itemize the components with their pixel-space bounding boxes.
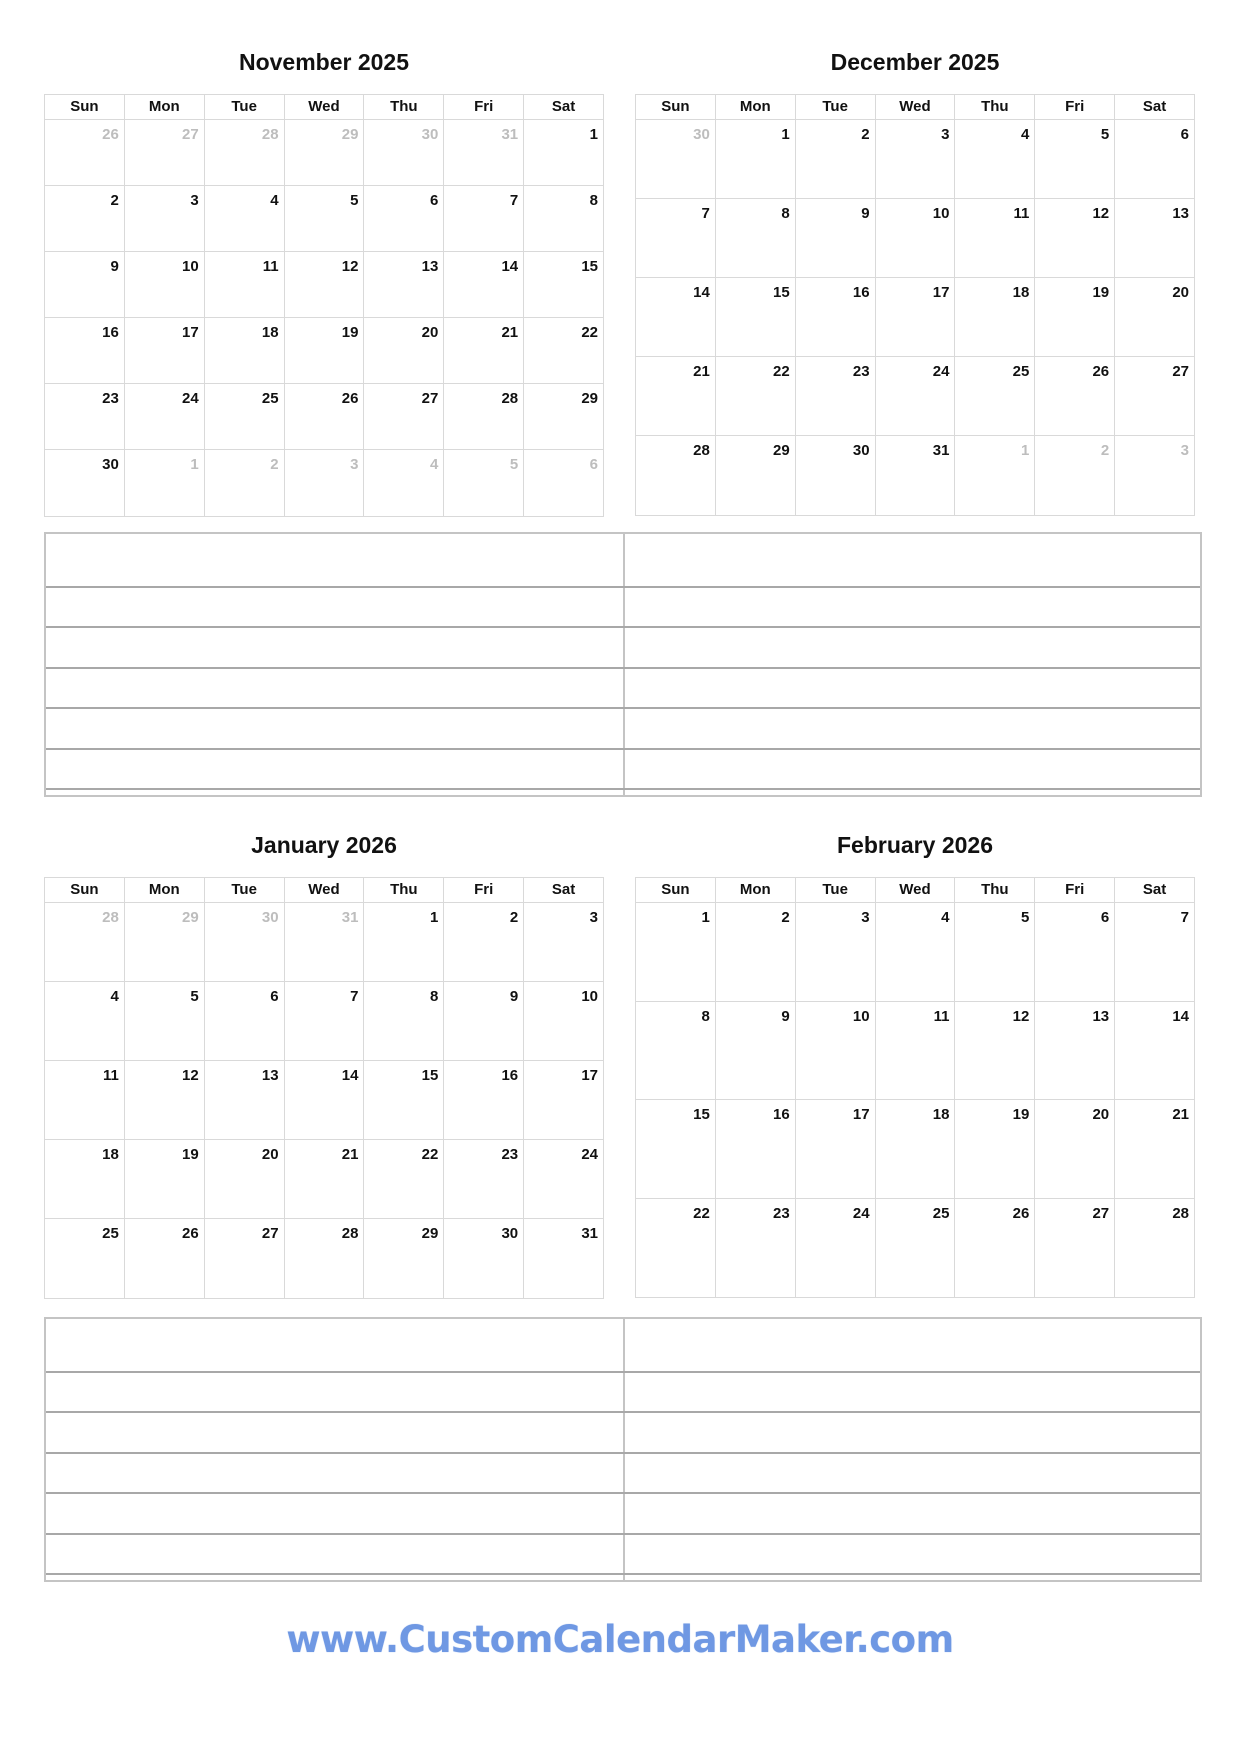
weekday-label: Mon	[125, 878, 205, 902]
day-cell: 21	[1172, 1106, 1190, 1123]
day-cell: 27	[1172, 363, 1190, 380]
day-cell: 28	[285, 1219, 365, 1298]
day-cell: 21	[444, 318, 524, 383]
weekday-label: Wed	[285, 95, 365, 119]
week-row	[636, 1100, 1194, 1199]
day-cell: 30	[796, 436, 876, 515]
day-cell: 3	[876, 120, 956, 198]
day-cell: 5	[285, 186, 365, 251]
day-cell: 18	[45, 1140, 125, 1218]
day-cell: 30	[45, 450, 125, 516]
notes-line	[46, 707, 1200, 709]
week-row	[45, 186, 603, 252]
month-december-2025	[635, 40, 1195, 514]
notes-line	[46, 748, 1200, 750]
day-cell: 22	[636, 1199, 716, 1298]
day-cell: 2	[796, 120, 876, 198]
day-cell: 30	[444, 1219, 524, 1298]
day-cell: 13	[1035, 1002, 1115, 1100]
day-cell: 31	[581, 1225, 599, 1242]
weekday-label: Tue	[205, 95, 285, 119]
day-cell: 3	[796, 903, 876, 1001]
week-row	[45, 1219, 603, 1298]
day-cell: 17	[125, 318, 205, 383]
week-row	[45, 384, 603, 450]
day-cell: 28	[1172, 1204, 1190, 1222]
day-cell: 3	[589, 909, 599, 926]
notes-line	[46, 1452, 1200, 1454]
day-cell: 4	[876, 903, 956, 1001]
day-cell: 1	[589, 126, 599, 143]
day-cell: 17	[581, 1067, 599, 1084]
notes-line	[46, 1573, 1200, 1575]
day-cell: 25	[45, 1219, 125, 1298]
day-cell: 6	[1180, 126, 1190, 143]
notes-line	[46, 667, 1200, 669]
week-row	[45, 252, 603, 318]
day-cell: 17	[796, 1100, 876, 1198]
day-cell: 11	[876, 1002, 956, 1100]
day-cell-other-month: 30	[364, 120, 444, 185]
notes-line	[46, 1371, 1200, 1373]
week-row	[45, 450, 603, 516]
notes-line	[46, 1411, 1200, 1413]
day-cell-other-month: 2	[1035, 436, 1115, 515]
day-cell: 4	[45, 982, 125, 1060]
day-cell: 17	[876, 278, 956, 356]
month-title: November 2025	[238, 49, 410, 75]
day-cell: 15	[581, 258, 599, 275]
day-cell: 21	[285, 1140, 365, 1218]
notes-line	[46, 626, 1200, 628]
day-cell-other-month: 1	[955, 436, 1035, 515]
weekday-label: Tue	[796, 878, 876, 902]
day-cell: 24	[796, 1199, 876, 1298]
weekday-label: Sat	[1142, 98, 1167, 115]
weekday-label: Sun	[636, 95, 716, 119]
day-cell: 29	[716, 436, 796, 515]
day-cell: 22	[716, 357, 796, 435]
weekday-label: Fri	[444, 95, 524, 119]
weekday-label: Wed	[876, 878, 956, 902]
day-cell: 14	[1172, 1007, 1190, 1025]
weekday-label: Sat	[1142, 881, 1167, 898]
day-cell-other-month: 5	[444, 450, 524, 516]
day-cell: 9	[45, 252, 125, 317]
day-cell: 5	[125, 982, 205, 1060]
weekday-label: Wed	[876, 95, 956, 119]
weekday-header	[45, 878, 603, 903]
week-row	[45, 903, 603, 982]
day-cell: 26	[125, 1219, 205, 1298]
day-cell: 11	[205, 252, 285, 317]
day-cell: 1	[636, 903, 716, 1001]
day-cell: 25	[876, 1199, 956, 1298]
weekday-label: Mon	[125, 95, 205, 119]
day-cell: 16	[45, 318, 125, 383]
day-cell: 10	[581, 988, 599, 1005]
month-february-2026	[635, 823, 1195, 1297]
week-row	[636, 1199, 1194, 1298]
day-cell-other-month: 1	[125, 450, 205, 516]
day-cell: 5	[955, 903, 1035, 1001]
day-cell-other-month: 27	[125, 120, 205, 185]
day-cell-other-month: 31	[444, 120, 524, 185]
notes-divider	[623, 534, 625, 795]
day-cell-other-month: 30	[205, 903, 285, 981]
day-cell: 10	[796, 1002, 876, 1100]
notes-divider	[623, 1319, 625, 1580]
week-row	[45, 982, 603, 1061]
day-cell: 16	[444, 1061, 524, 1139]
day-cell: 19	[1035, 278, 1115, 356]
day-cell: 29	[581, 390, 599, 407]
day-cell: 19	[955, 1100, 1035, 1198]
day-cell-other-month: 2	[205, 450, 285, 516]
day-cell: 10	[125, 252, 205, 317]
day-cell: 16	[796, 278, 876, 356]
day-cell: 13	[364, 252, 444, 317]
weekday-label: Wed	[285, 878, 365, 902]
footer-logo-link[interactable]: www.CustomCalendarMaker.com	[286, 1618, 954, 1661]
week-row	[45, 1061, 603, 1140]
day-cell: 29	[364, 1219, 444, 1298]
notes-line	[46, 788, 1200, 790]
day-cell-other-month: 29	[125, 903, 205, 981]
day-cell: 8	[589, 192, 599, 209]
day-cell: 8	[364, 982, 444, 1060]
day-cell: 26	[955, 1199, 1035, 1298]
day-cell: 3	[125, 186, 205, 251]
day-cell: 1	[364, 903, 444, 981]
weekday-label: Mon	[716, 878, 796, 902]
day-cell: 25	[955, 357, 1035, 435]
notes-line	[46, 1492, 1200, 1494]
day-cell: 18	[955, 278, 1035, 356]
month-title: January 2026	[251, 832, 397, 858]
weekday-label: Fri	[444, 878, 524, 902]
day-cell: 6	[205, 982, 285, 1060]
day-cell: 9	[716, 1002, 796, 1100]
day-cell: 23	[444, 1140, 524, 1218]
weekday-label: Sun	[636, 878, 716, 902]
day-cell: 24	[125, 384, 205, 449]
weekday-label: Sun	[45, 878, 125, 902]
month-title: February 2026	[837, 832, 993, 858]
day-cell: 14	[636, 278, 716, 356]
day-cell: 23	[45, 384, 125, 449]
day-cell: 5	[1035, 120, 1115, 198]
day-cell: 23	[716, 1199, 796, 1298]
day-cell: 20	[1172, 284, 1190, 301]
day-cell: 4	[205, 186, 285, 251]
day-cell-other-month: 30	[636, 120, 716, 198]
day-cell: 27	[205, 1219, 285, 1298]
day-cell: 28	[444, 384, 524, 449]
day-cell: 26	[1035, 357, 1115, 435]
day-cell: 14	[444, 252, 524, 317]
weekday-header	[636, 95, 1194, 120]
day-cell-other-month: 28	[45, 903, 125, 981]
day-cell: 4	[955, 120, 1035, 198]
weekday-label: Thu	[364, 95, 444, 119]
day-cell: 23	[796, 357, 876, 435]
day-cell-other-month: 26	[45, 120, 125, 185]
week-row	[45, 318, 603, 384]
notes-box-2	[44, 1317, 1202, 1582]
day-cell: 19	[125, 1140, 205, 1218]
day-cell: 22	[581, 324, 599, 341]
day-cell: 6	[364, 186, 444, 251]
day-cell: 12	[955, 1002, 1035, 1100]
week-row	[636, 278, 1194, 357]
weekday-label: Thu	[955, 95, 1035, 119]
day-cell: 27	[364, 384, 444, 449]
week-row	[636, 903, 1194, 1002]
day-cell: 25	[205, 384, 285, 449]
weekday-label: Thu	[364, 878, 444, 902]
day-cell: 11	[955, 199, 1035, 277]
weekday-header	[45, 95, 603, 120]
day-cell-other-month: 28	[205, 120, 285, 185]
day-cell: 7	[1180, 909, 1190, 926]
weekday-label: Tue	[796, 95, 876, 119]
day-cell-other-month: 4	[364, 450, 444, 516]
day-cell: 27	[1035, 1199, 1115, 1298]
day-cell: 15	[636, 1100, 716, 1198]
day-cell: 12	[285, 252, 365, 317]
week-row	[45, 120, 603, 186]
calendar-grid	[635, 877, 1195, 1298]
day-cell-other-month: 29	[285, 120, 365, 185]
calendar-grid	[635, 94, 1195, 516]
day-cell: 9	[444, 982, 524, 1060]
month-title: December 2025	[830, 49, 1000, 75]
day-cell: 14	[285, 1061, 365, 1139]
day-cell: 18	[876, 1100, 956, 1198]
day-cell: 20	[1035, 1100, 1115, 1198]
day-cell: 31	[876, 436, 956, 515]
day-cell-other-month: 3	[1180, 442, 1190, 459]
day-cell-other-month: 3	[285, 450, 365, 516]
day-cell-other-month: 31	[285, 903, 365, 981]
week-row	[636, 1002, 1194, 1101]
day-cell: 28	[636, 436, 716, 515]
day-cell: 7	[444, 186, 524, 251]
weekday-label: Fri	[1035, 878, 1115, 902]
day-cell: 16	[716, 1100, 796, 1198]
day-cell: 19	[285, 318, 365, 383]
day-cell: 9	[796, 199, 876, 277]
day-cell: 13	[205, 1061, 285, 1139]
calendar-grid	[44, 877, 604, 1299]
weekday-label: Fri	[1035, 95, 1115, 119]
day-cell: 18	[205, 318, 285, 383]
weekday-label: Sat	[551, 98, 576, 115]
day-cell: 20	[205, 1140, 285, 1218]
notes-line	[46, 586, 1200, 588]
day-cell: 22	[364, 1140, 444, 1218]
weekday-label: Sat	[551, 881, 576, 898]
weekday-label: Thu	[955, 878, 1035, 902]
day-cell: 12	[1035, 199, 1115, 277]
day-cell: 11	[45, 1061, 125, 1139]
day-cell: 1	[716, 120, 796, 198]
weekday-label: Sun	[45, 95, 125, 119]
day-cell: 13	[1172, 205, 1190, 222]
day-cell: 7	[636, 199, 716, 277]
day-cell: 10	[876, 199, 956, 277]
day-cell: 2	[45, 186, 125, 251]
day-cell: 24	[581, 1146, 599, 1163]
day-cell: 7	[285, 982, 365, 1060]
week-row	[45, 1140, 603, 1219]
week-row	[636, 120, 1194, 199]
week-row	[636, 436, 1194, 515]
day-cell: 2	[716, 903, 796, 1001]
day-cell: 15	[364, 1061, 444, 1139]
week-row	[636, 199, 1194, 278]
day-cell: 20	[364, 318, 444, 383]
weekday-label: Tue	[205, 878, 285, 902]
notes-line	[46, 1533, 1200, 1535]
weekday-header	[636, 878, 1194, 903]
day-cell: 15	[716, 278, 796, 356]
day-cell: 24	[876, 357, 956, 435]
day-cell: 12	[125, 1061, 205, 1139]
day-cell: 8	[716, 199, 796, 277]
day-cell: 21	[636, 357, 716, 435]
weekday-label: Mon	[716, 95, 796, 119]
calendar-grid	[44, 94, 604, 517]
notes-box-1	[44, 532, 1202, 797]
day-cell: 26	[285, 384, 365, 449]
day-cell: 2	[444, 903, 524, 981]
month-january-2026	[44, 823, 604, 1297]
month-november-2025	[44, 40, 604, 514]
day-cell: 6	[1035, 903, 1115, 1001]
week-row	[636, 357, 1194, 436]
day-cell-other-month: 6	[589, 456, 599, 473]
day-cell: 8	[636, 1002, 716, 1100]
